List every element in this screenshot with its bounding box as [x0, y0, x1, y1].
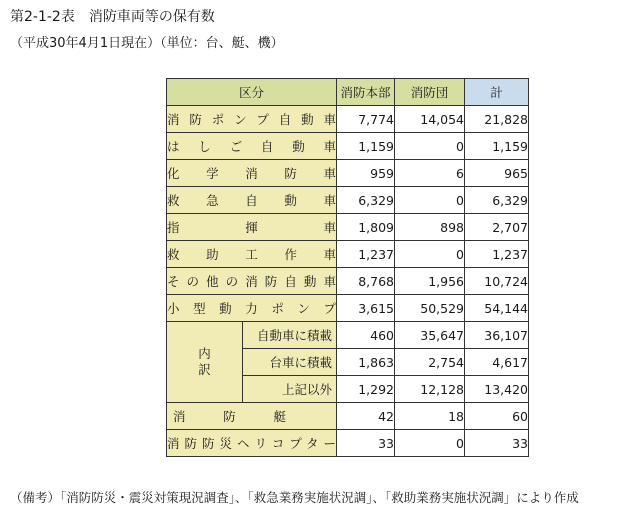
cell-hq: 6,329 — [337, 187, 395, 214]
row-label: その他の消防自動車 — [167, 268, 337, 295]
cell-hq: 33 — [337, 430, 395, 457]
breakdown-label-line1: 内 — [198, 346, 211, 361]
breakdown-label-line2: 訳 — [198, 362, 211, 377]
row-label: 救助工作車 — [167, 241, 337, 268]
cell-hq: 1,292 — [337, 376, 395, 403]
cell-hq: 460 — [337, 322, 395, 349]
table-number: 第2-1-2表 — [10, 9, 75, 25]
table-row — [167, 241, 529, 268]
cell-total: 36,107 — [465, 322, 529, 349]
table-row — [167, 160, 529, 187]
cell-total: 21,828 — [465, 106, 529, 133]
cell-corps: 6 — [395, 160, 465, 187]
table-title-text: 消防車両等の保有数 — [88, 9, 215, 25]
cell-corps: 1,956 — [395, 268, 465, 295]
cell-total: 6,329 — [465, 187, 529, 214]
cell-total: 13,420 — [465, 376, 529, 403]
table-row — [167, 268, 529, 295]
row-label: 消防防災ヘリコプター — [167, 430, 337, 457]
cell-hq: 1,863 — [337, 349, 395, 376]
row-label: 台車に積載 — [243, 349, 337, 376]
header-category: 区分 — [167, 79, 337, 106]
cell-corps: 14,054 — [395, 106, 465, 133]
table-row — [167, 430, 529, 457]
table-title — [10, 8, 215, 26]
cell-total: 33 — [465, 430, 529, 457]
cell-hq: 7,774 — [337, 106, 395, 133]
cell-total: 54,144 — [465, 295, 529, 322]
cell-total: 2,707 — [465, 214, 529, 241]
cell-corps: 2,754 — [395, 349, 465, 376]
row-label: 救急自動車 — [167, 187, 337, 214]
cell-total: 1,237 — [465, 241, 529, 268]
cell-corps: 50,529 — [395, 295, 465, 322]
cell-total: 60 — [465, 403, 529, 430]
table-row — [167, 214, 529, 241]
cell-hq: 8,768 — [337, 268, 395, 295]
cell-total: 10,724 — [465, 268, 529, 295]
cell-corps: 0 — [395, 241, 465, 268]
cell-corps: 18 — [395, 403, 465, 430]
header-hq: 消防本部 — [337, 79, 395, 106]
row-label: 自動車に積載 — [243, 322, 337, 349]
row-label: 指揮車 — [167, 214, 337, 241]
vehicle-table — [166, 78, 529, 457]
cell-corps: 0 — [395, 430, 465, 457]
table-row — [167, 133, 529, 160]
cell-corps: 12,128 — [395, 376, 465, 403]
cell-hq: 1,237 — [337, 241, 395, 268]
cell-total: 965 — [465, 160, 529, 187]
cell-corps: 898 — [395, 214, 465, 241]
row-label: 化学消防車 — [167, 160, 337, 187]
row-label: 上記以外 — [243, 376, 337, 403]
cell-total: 4,617 — [465, 349, 529, 376]
cell-hq: 42 — [337, 403, 395, 430]
table-row — [167, 187, 529, 214]
breakdown-label — [167, 322, 243, 403]
row-label: はしご自動車 — [167, 133, 337, 160]
cell-hq: 1,809 — [337, 214, 395, 241]
table-subtitle: （平成30年4月1日現在）（単位：台、艇、機） — [10, 36, 284, 51]
source-note: （備考）「消防防災・震災対策現況調査」、「救急業務実施状況調」、「救助業務実施状況調」により作成 — [10, 490, 579, 505]
table-row — [167, 106, 529, 133]
row-label: 消防ポンプ自動車 — [167, 106, 337, 133]
cell-total: 1,159 — [465, 133, 529, 160]
cell-hq: 959 — [337, 160, 395, 187]
cell-hq: 1,159 — [337, 133, 395, 160]
cell-corps: 0 — [395, 187, 465, 214]
header-total: 計 — [465, 79, 529, 106]
row-label: 小型動力ポンプ — [167, 295, 337, 322]
row-label: 消防艇 — [167, 403, 337, 430]
cell-corps: 35,647 — [395, 322, 465, 349]
cell-corps: 0 — [395, 133, 465, 160]
table-row — [167, 322, 529, 349]
header-row — [167, 79, 529, 106]
table-row — [167, 295, 529, 322]
table-row — [167, 403, 529, 430]
header-corps: 消防団 — [395, 79, 465, 106]
cell-hq: 3,615 — [337, 295, 395, 322]
